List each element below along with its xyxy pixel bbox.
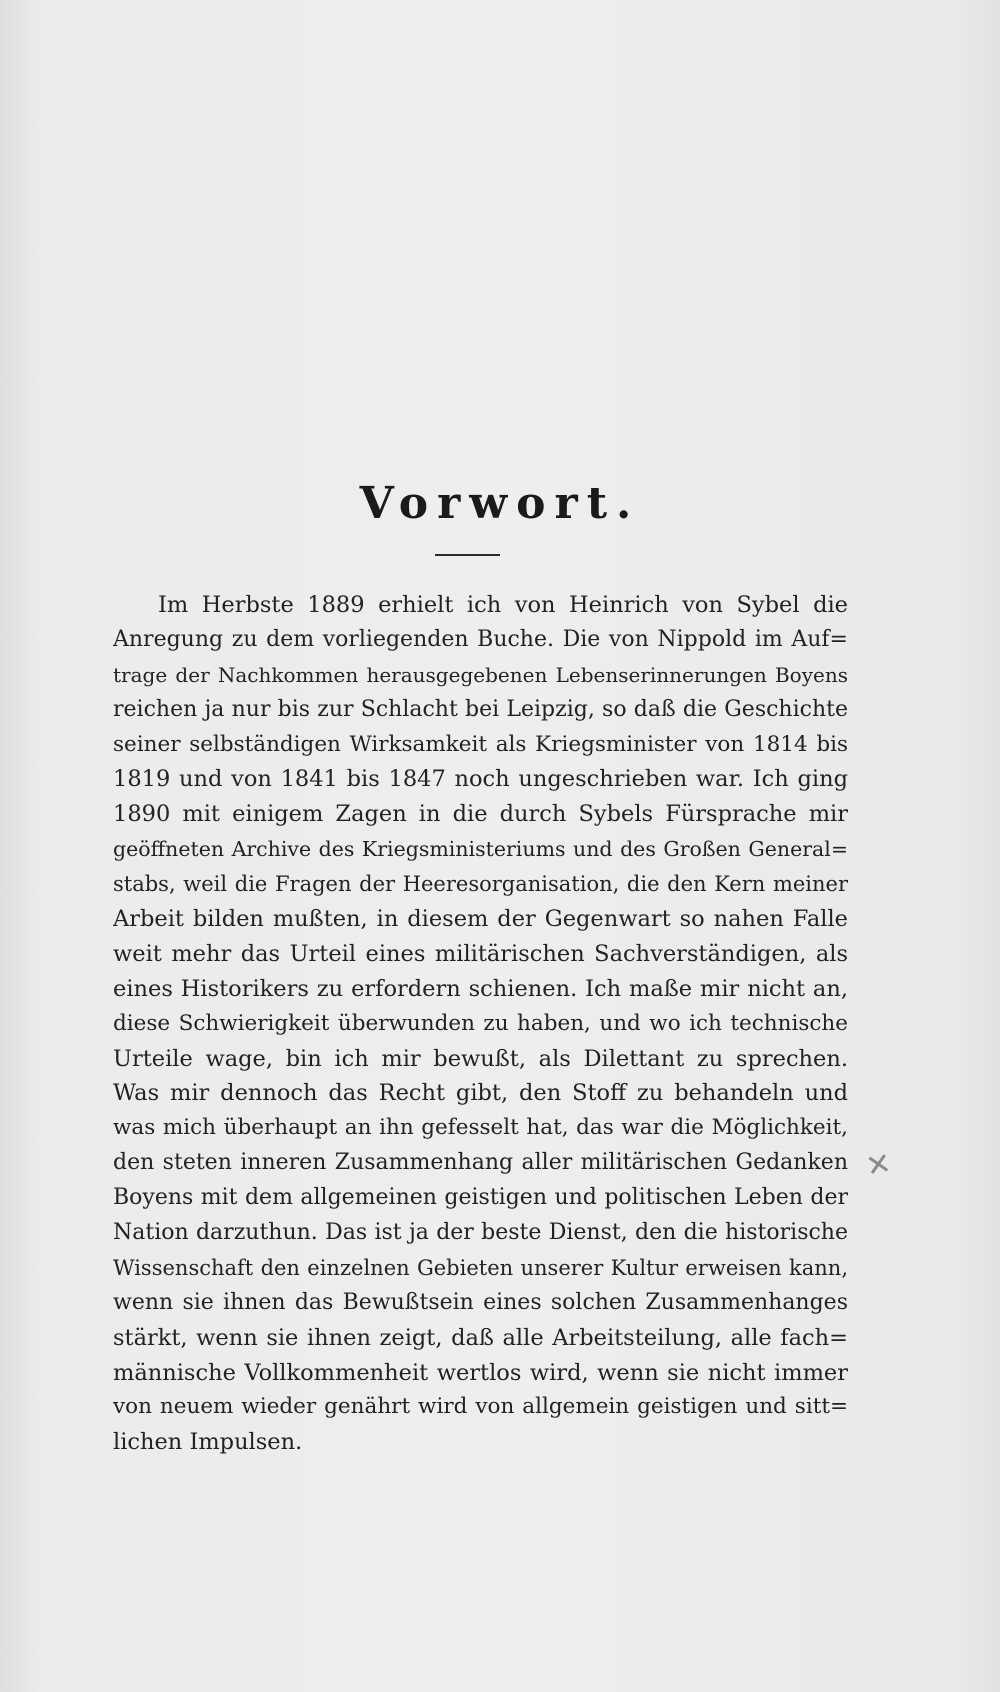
paragraph-line: von neuem wieder genährt wird von allgemein geistigen und sitt= bbox=[113, 1394, 848, 1420]
paragraph-line: Was mir dennoch das Recht gibt, den Stoff zu behandeln und bbox=[113, 1080, 848, 1107]
paragraph-line: Nation darzuthun. Das ist ja der beste Dienst, den die historische bbox=[113, 1220, 848, 1246]
paragraph-line: Urteile wage, bin ich mir bewußt, als Dilettant zu sprechen. bbox=[113, 1045, 848, 1072]
paragraph-line: Im Herbste 1889 erhielt ich von Heinrich von Sybel die bbox=[158, 592, 848, 618]
paragraph-line: trage der Nachkommen herausgegebenen Lebenserinnerungen Boyens bbox=[113, 662, 848, 687]
preface-paragraph bbox=[113, 588, 848, 1460]
paragraph-line: weit mehr das Urteil eines militärischen Sachverständigen, als bbox=[113, 940, 848, 967]
paragraph-line: reichen ja nur bis zur Schlacht bei Leipzig, so daß die Geschichte bbox=[113, 696, 848, 722]
paragraph-line: diese Schwierigkeit überwunden zu haben, und wo ich technische bbox=[113, 1010, 848, 1036]
paragraph-line: Arbeit bilden mußten, in diesem der Gegenwart so nahen Falle bbox=[113, 906, 848, 933]
paragraph-line: 1819 und von 1841 bis 1847 noch ungeschrieben war. Ich ging bbox=[113, 766, 848, 793]
paragraph-line: eines Historikers zu erfordern schienen. Ich maße mir nicht an, bbox=[113, 975, 848, 1002]
title-rule bbox=[435, 554, 500, 556]
paragraph-line: Wissenschaft den einzelnen Gebieten unserer Kultur erweisen kann, bbox=[113, 1255, 848, 1280]
paragraph-line: männische Vollkommenheit wertlos wird, wenn sie nicht immer bbox=[113, 1359, 848, 1386]
paragraph-line: was mich überhaupt an ihn gefesselt hat, das war die Möglichkeit, bbox=[113, 1115, 848, 1141]
paragraph-line: wenn sie ihnen das Bewußtsein eines solchen Zusammenhanges bbox=[113, 1289, 848, 1315]
paragraph-line: seiner selbständigen Wirksamkeit als Kriegsminister von 1814 bis bbox=[113, 731, 848, 757]
paragraph-line: Boyens mit dem allgemeinen geistigen und politischen Leben der bbox=[113, 1185, 848, 1211]
paragraph-line: geöffneten Archive des Kriegsministeriums und des Großen General= bbox=[113, 837, 848, 862]
paragraph-line: stärkt, wenn sie ihnen zeigt, daß alle Arbeitsteilung, alle fach= bbox=[113, 1324, 848, 1351]
page-title: Vorwort. bbox=[359, 478, 641, 529]
pencil-margin-mark: ✕ bbox=[863, 1146, 894, 1185]
paragraph-line: 1890 mit einigem Zagen in die durch Sybels Fürsprache mir bbox=[113, 801, 848, 828]
paragraph-line: lichen Impulsen. bbox=[113, 1429, 303, 1456]
paragraph-line: stabs, weil die Fragen der Heeresorganisation, die den Kern meiner bbox=[113, 872, 848, 897]
paragraph-line: Anregung zu dem vorliegenden Buche. Die von Nippold im Auf= bbox=[113, 626, 848, 652]
paragraph-line: den steten inneren Zusammenhang aller militärischen Gedanken bbox=[113, 1150, 848, 1176]
